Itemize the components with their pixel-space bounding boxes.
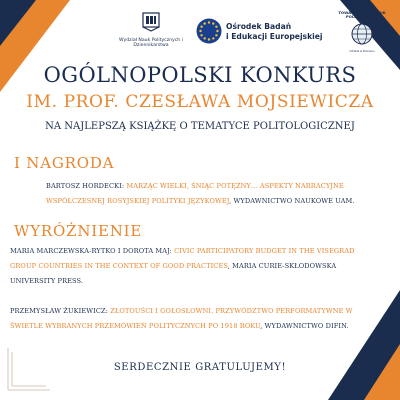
distinction-book-title: ZŁOTOUŚCI I GOŁOSŁOWNI. PRZYWÓDZTWO PERFORMATYWNE W ŚWIETLE WYBRANYCH PRZEMÓWIEŃ POLITYCZNYCH PO 1918 ROKU [10, 307, 353, 330]
eu-stars-icon [196, 18, 222, 44]
distinction-author: MARIA MARCZEWSKA-RYTKO I DOROTA MAJ: [10, 247, 175, 255]
distinction-publisher: , MARIA CURIE-SKŁODOWSKA UNIVERSITY PRESS. [10, 262, 337, 285]
corner-triangle-navy-top-left [0, 0, 36, 46]
distinction-heading: WYRÓŻNIENIE [14, 222, 143, 240]
prize-entry [46, 179, 366, 209]
page-tagline: NA NAJLEPSZĄ KSIĄŻKĘ O TEMATYCE POLITOLOGICZNEJ [45, 121, 355, 132]
obee-name [226, 22, 322, 41]
distinction-author: PRZEMYSŁAW ŻUKIEWICZ: [10, 307, 111, 315]
ptnp-branch: Oddział w Poznaniu [349, 49, 375, 53]
prize-book-title: MARZĄC WIELKI, ŚNIĄC POTĘŻNY… ASPEKTY NARRACYJNE WSPÓŁCZESNEJ ROSYJSKIEJ POLITYKI JĘZYKOWEJ [46, 182, 344, 205]
globe-icon [351, 23, 373, 45]
obee-logo [196, 18, 326, 46]
ptnp-name: POLSKIE TOWARZYSTWO NAUK POLITYCZNYCH [338, 5, 386, 20]
faculty-logo [118, 10, 184, 49]
distinction-entry [10, 304, 355, 334]
page-title: OGÓLNOPOLSKI KONKURS [43, 63, 357, 87]
obee-name-line1: Ośrodek Badań [226, 22, 292, 31]
distinction-publisher: , WYDAWNICTWO DIFIN. [260, 322, 349, 330]
university-crest-icon [140, 10, 162, 32]
distinction-book-title: CIVIC PARTICIPATORY BUDGET IN THE VISEGRAD GROUP COUNTRIES IN THE CONTEXT OF GOOD PRACTICES [10, 247, 355, 270]
ptnp-logo [336, 6, 388, 53]
prize-publisher: , WYDAWNICTWO NAUKOWE UAM. [229, 197, 355, 205]
prize-author: BARTOSZ HORDECKI: [46, 182, 127, 190]
faculty-name: Wydział Nauk Politycznych i Dziennikarstwa [119, 38, 183, 49]
obee-name-line2: i Edukacji Europejskiej [226, 31, 323, 41]
page-subtitle: IM. PROF. CZESŁAWA MOJSIEWICZA [26, 92, 374, 112]
distinction-entry [10, 244, 355, 289]
prize-heading: I NAGRODA [14, 154, 115, 172]
congratulations-text: SERDECZNIE GRATULUJEMY! [113, 362, 287, 373]
